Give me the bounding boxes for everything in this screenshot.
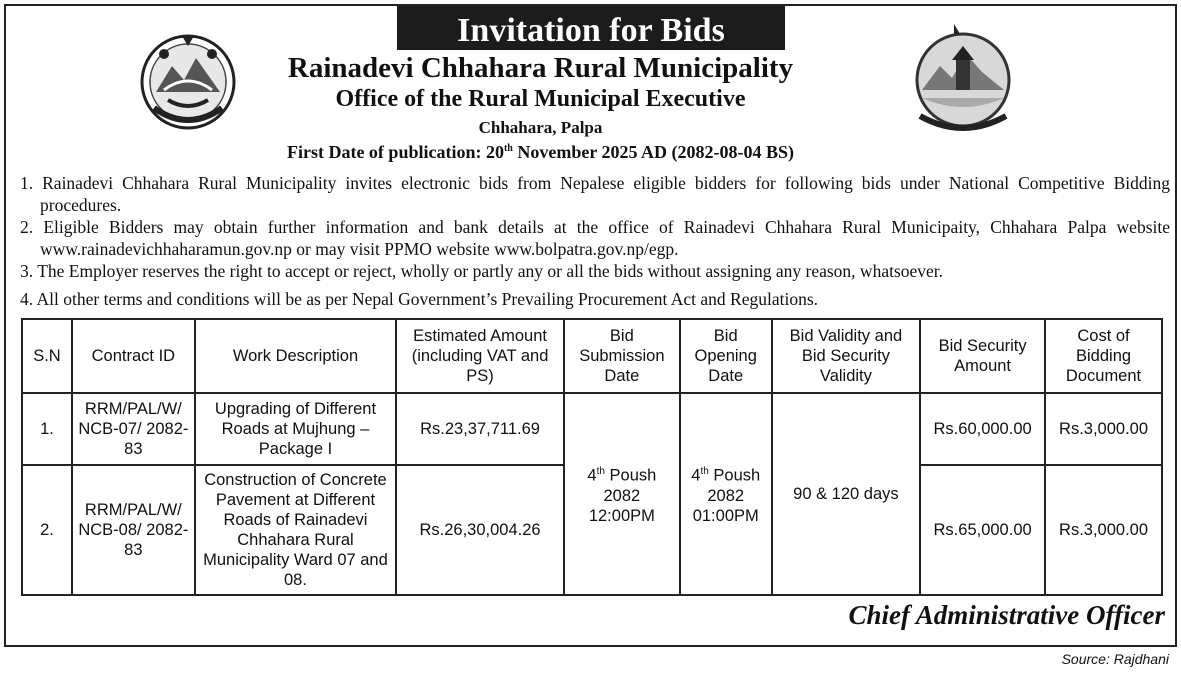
point-3: 3. The Employer reserves the right to accept or reject, wholly or partly any or all the bids without assigning any reason, whatsoever. — [20, 261, 944, 281]
cell-description: Upgrading of Different Roads at Mujhung – Package I — [195, 393, 396, 465]
cell-estimated-amount: Rs.23,37,711.69 — [396, 393, 564, 465]
cell-sn: 1. — [22, 393, 72, 465]
col-header: Bid Security Amount — [920, 319, 1045, 393]
col-header: Bid Submission Date — [564, 319, 680, 393]
cell-contract-id: RRM/PAL/W/ NCB-08/ 2082-83 — [72, 465, 195, 595]
point-4: 4. All other terms and conditions will be as per Nepal Government’s Prevailing Procurement Act and Regulations. — [20, 289, 819, 309]
col-header: Estimated Amount (including VAT and PS) — [396, 319, 564, 393]
col-header: S.N — [22, 319, 72, 393]
source-credit: Source: Rajdhani — [1061, 651, 1169, 667]
cell-submission-date: 4th Poush 2082 12:00PM — [564, 393, 680, 595]
point-2: 2. Eligible Bidders may obtain further information and bank details at the office of Rainadevi Chhahara Rural Municipaity, Chhahara Palpa website www.rainadevichhaharamun.gov.np or may visit PPMO website www.bolpatra.gov.np/egp. — [20, 217, 1171, 259]
cell-validity: 90 & 120 days — [772, 393, 920, 595]
cell-document-cost: Rs.3,000.00 — [1045, 465, 1162, 595]
notice-points — [20, 172, 1170, 310]
col-header: Work Description — [195, 319, 396, 393]
signature: Chief Administrative Officer — [848, 600, 1165, 630]
cell-contract-id: RRM/PAL/W/ NCB-07/ 2082-83 — [72, 393, 195, 465]
org-name: Rainadevi Chhahara Rural Municipality — [287, 52, 794, 84]
cell-document-cost: Rs.3,000.00 — [1045, 393, 1162, 465]
col-header: Contract ID — [72, 319, 195, 393]
notice-title: Invitation for Bids — [397, 6, 785, 50]
office-name: Office of the Rural Municipal Executive — [335, 86, 746, 112]
location: Chhahara, Palpa — [478, 118, 603, 137]
cell-sn: 2. — [22, 465, 72, 595]
col-header: Bid Opening Date — [680, 319, 772, 393]
publication-date: First Date of publication: 20th November 2025 AD (2082-08-04 BS) — [286, 142, 795, 162]
col-header: Bid Validity and Bid Security Validity — [772, 319, 920, 393]
table-header-row — [22, 319, 1162, 393]
bids-table — [21, 318, 1163, 596]
cell-security-amount: Rs.60,000.00 — [920, 393, 1045, 465]
cell-opening-date: 4th Poush 2082 01:00PM — [680, 393, 772, 595]
cell-description: Construction of Concrete Pavement at Different Roads of Rainadevi Chhahara Rural Municipality Ward 07 and 08. — [195, 465, 396, 595]
cell-estimated-amount: Rs.26,30,004.26 — [396, 465, 564, 595]
cell-security-amount: Rs.65,000.00 — [920, 465, 1045, 595]
col-header: Cost of Bidding Document — [1045, 319, 1162, 393]
point-1: 1. Rainadevi Chhahara Rural Municipality invites electronic bids from Nepalese eligible bidders for following bids under National Competitive Bidding procedures. — [20, 173, 1170, 215]
table-row — [22, 393, 1162, 465]
